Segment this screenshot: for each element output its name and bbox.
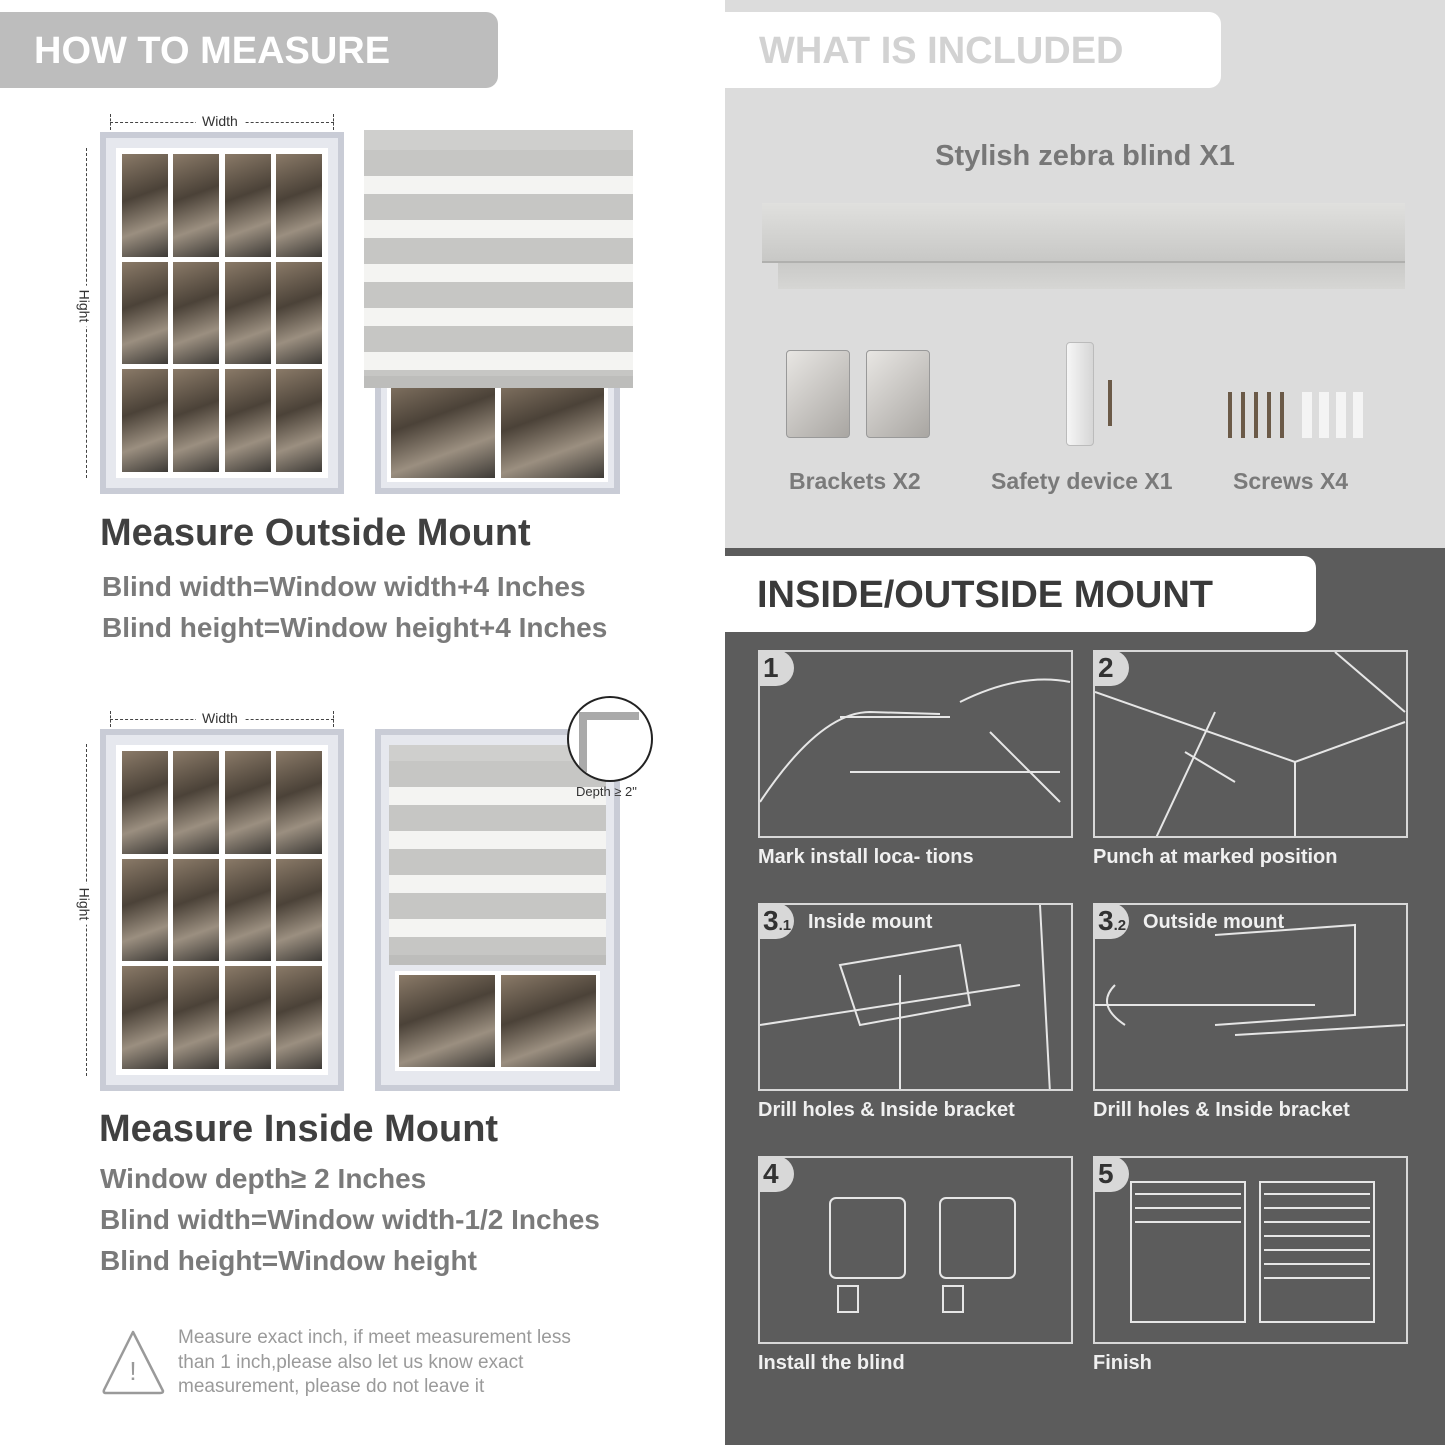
outside-mount-rules [102, 566, 607, 648]
step-number-badge [1093, 1156, 1129, 1192]
inside-mount-rules [100, 1158, 600, 1281]
main-item-label: Stylish zebra blind X1 [935, 140, 1235, 172]
window-image [100, 132, 344, 494]
bracket-image [866, 350, 930, 438]
width-label: Width [196, 113, 244, 129]
step-label: Drill holes & Inside bracket [1093, 1099, 1350, 1121]
step-number-badge [758, 903, 794, 939]
step-label: Mark install loca- tions [758, 846, 974, 868]
included-item-brackets: Brackets X2 [789, 468, 921, 494]
screws-image [1228, 392, 1288, 438]
inside-height-dimension [76, 744, 96, 1076]
step-2-illustration [1093, 650, 1408, 838]
step-number-badge [758, 650, 794, 686]
rule-line: Window depth≥ 2 Inches [100, 1163, 427, 1194]
step-mount-type: Outside mount [1143, 911, 1285, 933]
anchors-image [1302, 392, 1368, 438]
step-number: 5 [1098, 1158, 1114, 1189]
included-item-safety-device: Safety device X1 [991, 468, 1173, 494]
step-6-illustration [1093, 1156, 1408, 1344]
depth-zoom-circle [567, 696, 653, 782]
safety-device-image [1066, 342, 1094, 446]
outside-width-dimension [110, 112, 334, 132]
rule-line: Blind width=Window width-1/2 Inches [100, 1204, 600, 1235]
warning-text [178, 1326, 571, 1400]
rule-line: Blind height=Window height+4 Inches [102, 612, 608, 643]
line-drawing-icon [760, 1158, 1073, 1344]
step-number-badge [1093, 903, 1129, 939]
what-is-included-header: WHAT IS INCLUDED [725, 12, 1221, 88]
window-image [100, 729, 344, 1091]
warning-line: Measure exact inch, if meet measurement less [178, 1327, 571, 1348]
step-1-illustration [758, 650, 1073, 838]
svg-text:!: ! [129, 1356, 137, 1386]
step-number: 3 [1098, 905, 1114, 936]
line-drawing-icon [1095, 652, 1408, 838]
warning-line: than 1 inch,please also let us know exact [178, 1351, 524, 1373]
step-5-illustration [758, 1156, 1073, 1344]
step-number-badge [1093, 650, 1129, 686]
step-number-badge [758, 1156, 794, 1192]
warning-triangle-icon [100, 1328, 166, 1396]
blind-headrail-image [762, 203, 1405, 263]
inside-mount-title: Measure Inside Mount [99, 1108, 499, 1150]
rule-line: Blind width=Window width+4 Inches [102, 571, 586, 602]
depth-label: Depth ≥ 2" [576, 784, 637, 799]
line-drawing-icon [760, 652, 1073, 838]
screw-image [1108, 380, 1112, 426]
how-to-measure-header: HOW TO MEASURE [0, 12, 498, 88]
height-label: Hight [76, 884, 92, 925]
step-label: Drill holes & Inside bracket [758, 1099, 1015, 1121]
line-drawing-icon [1095, 1158, 1408, 1344]
bracket-image [786, 350, 850, 438]
step-sub-number: .1 [778, 917, 792, 934]
warning-line: measurement, please do not leave it [178, 1376, 485, 1397]
blind-bottom-rail-image [778, 263, 1405, 289]
step-mount-type: Inside mount [808, 911, 933, 933]
height-label: Hight [76, 286, 92, 327]
step-3-illustration [758, 903, 1073, 1091]
outside-height-dimension [76, 148, 96, 478]
step-number: 2 [1098, 652, 1114, 683]
zebra-blind-outside-image [364, 130, 633, 388]
inside-width-dimension [110, 709, 334, 729]
inside-outside-mount-header: INSIDE/OUTSIDE MOUNT [725, 556, 1316, 632]
step-number: 1 [763, 652, 779, 683]
step-number: 4 [763, 1158, 779, 1189]
step-label: Punch at marked position [1093, 846, 1338, 868]
step-sub-number: .2 [1113, 917, 1127, 934]
included-item-screws: Screws X4 [1233, 468, 1349, 494]
rule-line: Blind height=Window height [100, 1245, 477, 1276]
step-label: Install the blind [758, 1352, 905, 1374]
width-label: Width [196, 710, 244, 726]
step-number: 3 [763, 905, 779, 936]
step-4-illustration [1093, 903, 1408, 1091]
outside-mount-title: Measure Outside Mount [100, 512, 531, 554]
step-label: Finish [1093, 1352, 1152, 1374]
